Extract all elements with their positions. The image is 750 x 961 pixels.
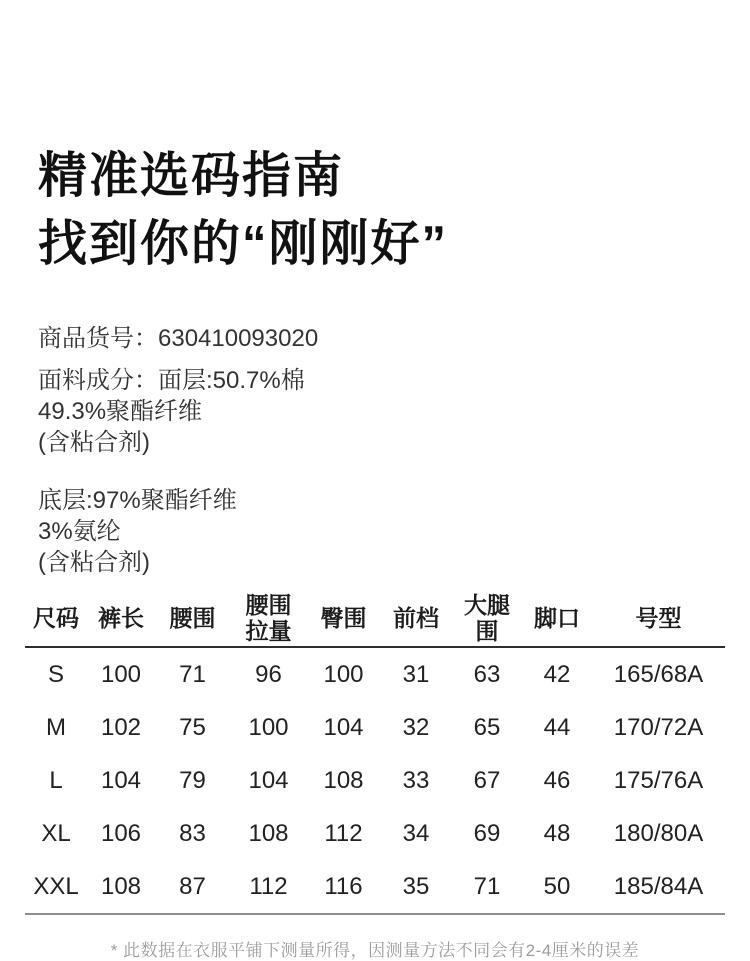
page-title-line-2: 找到你的“刚刚好” <box>38 217 449 271</box>
size-cell: 104 <box>323 713 364 741</box>
col-header-thigh: 大腿围 <box>452 590 522 647</box>
size-cell: 170/72A <box>613 713 704 741</box>
size-cell: 69 <box>473 819 501 847</box>
col-header-leg-opening: 脚口 <box>522 590 592 647</box>
size-cell: 104 <box>100 766 142 794</box>
size-cell: XL <box>41 819 71 847</box>
size-cell: 185/84A <box>592 860 725 914</box>
lining-line: 底层:97%聚酯纤维 <box>38 487 237 514</box>
size-cell: 108 <box>87 860 155 914</box>
product-sku-value: 630410093020 <box>158 325 319 352</box>
size-cell: 63 <box>473 660 501 688</box>
product-sku-label: 商品货号： <box>38 325 158 352</box>
lining-composition-block <box>38 485 237 578</box>
col-header-hip: 臀围 <box>307 590 380 647</box>
size-cell: 44 <box>543 713 571 741</box>
col-header-size: 尺码 <box>25 590 87 647</box>
size-cell: 67 <box>473 766 501 794</box>
measurement-disclaimer: * 此数据在衣服平铺下测量所得，因测量方法不同会有2-4厘米的误差 <box>110 941 640 960</box>
size-cell: 46 <box>543 766 571 794</box>
size-cell: L <box>49 766 63 794</box>
size-cell: M <box>46 713 66 741</box>
fabric-composition-block <box>38 365 305 458</box>
size-row-xxl <box>25 860 725 914</box>
size-cell: 32 <box>402 713 430 741</box>
page-title-line-1: 精准选码指南 <box>38 149 345 203</box>
col-header-front-rise: 前档 <box>380 590 452 647</box>
size-cell: 35 <box>380 860 452 914</box>
size-cell: 50 <box>522 860 592 914</box>
size-cell: 34 <box>402 819 430 847</box>
size-cell: 108 <box>323 766 364 794</box>
size-cell: 180/80A <box>613 819 704 847</box>
size-cell: 102 <box>100 713 142 741</box>
size-cell: 87 <box>155 860 230 914</box>
size-row-s <box>25 647 725 701</box>
size-table-header-row <box>25 590 725 647</box>
product-sku-line <box>38 324 318 354</box>
size-cell: 48 <box>543 819 571 847</box>
size-cell: 83 <box>179 819 206 847</box>
size-cell: 100 <box>248 713 289 741</box>
size-cell: 42 <box>543 660 571 688</box>
page-title <box>38 142 448 278</box>
col-header-waist-stretch: 腰围拉量 <box>230 590 307 647</box>
size-cell: 75 <box>179 713 206 741</box>
fabric-line: 面料成分：面层:50.7%棉 <box>38 367 305 394</box>
size-cell: 96 <box>255 660 282 688</box>
size-cell: 100 <box>323 660 364 688</box>
size-table-container <box>25 590 725 915</box>
size-cell: 79 <box>179 766 206 794</box>
size-cell: S <box>47 660 64 688</box>
size-row-m <box>25 701 725 754</box>
size-cell: 112 <box>230 860 307 914</box>
size-table <box>25 590 725 915</box>
size-cell: 165/68A <box>613 660 704 688</box>
lining-line: (含粘合剂) <box>38 549 150 576</box>
fabric-line: 49.3%聚酯纤维 <box>38 398 203 425</box>
size-cell: 106 <box>100 819 142 847</box>
size-cell: 112 <box>324 819 363 847</box>
size-cell: 116 <box>307 860 380 914</box>
size-cell: 31 <box>402 660 430 688</box>
size-cell: XXL <box>25 860 87 914</box>
size-cell: 104 <box>248 766 289 794</box>
size-cell: 71 <box>179 660 206 688</box>
col-header-waist: 腰围 <box>155 590 230 647</box>
fabric-line: (含粘合剂) <box>38 429 150 456</box>
lining-line: 3%氨纶 <box>38 518 121 545</box>
size-cell: 65 <box>473 713 501 741</box>
size-cell: 108 <box>248 819 289 847</box>
size-cell: 33 <box>402 766 430 794</box>
col-header-pants-length: 裤长 <box>87 590 155 647</box>
size-row-xl <box>25 807 725 860</box>
size-cell: 71 <box>452 860 522 914</box>
size-cell: 100 <box>100 660 142 688</box>
col-header-size-type: 号型 <box>592 590 725 647</box>
size-row-l <box>25 754 725 807</box>
size-cell: 175/76A <box>613 766 704 794</box>
